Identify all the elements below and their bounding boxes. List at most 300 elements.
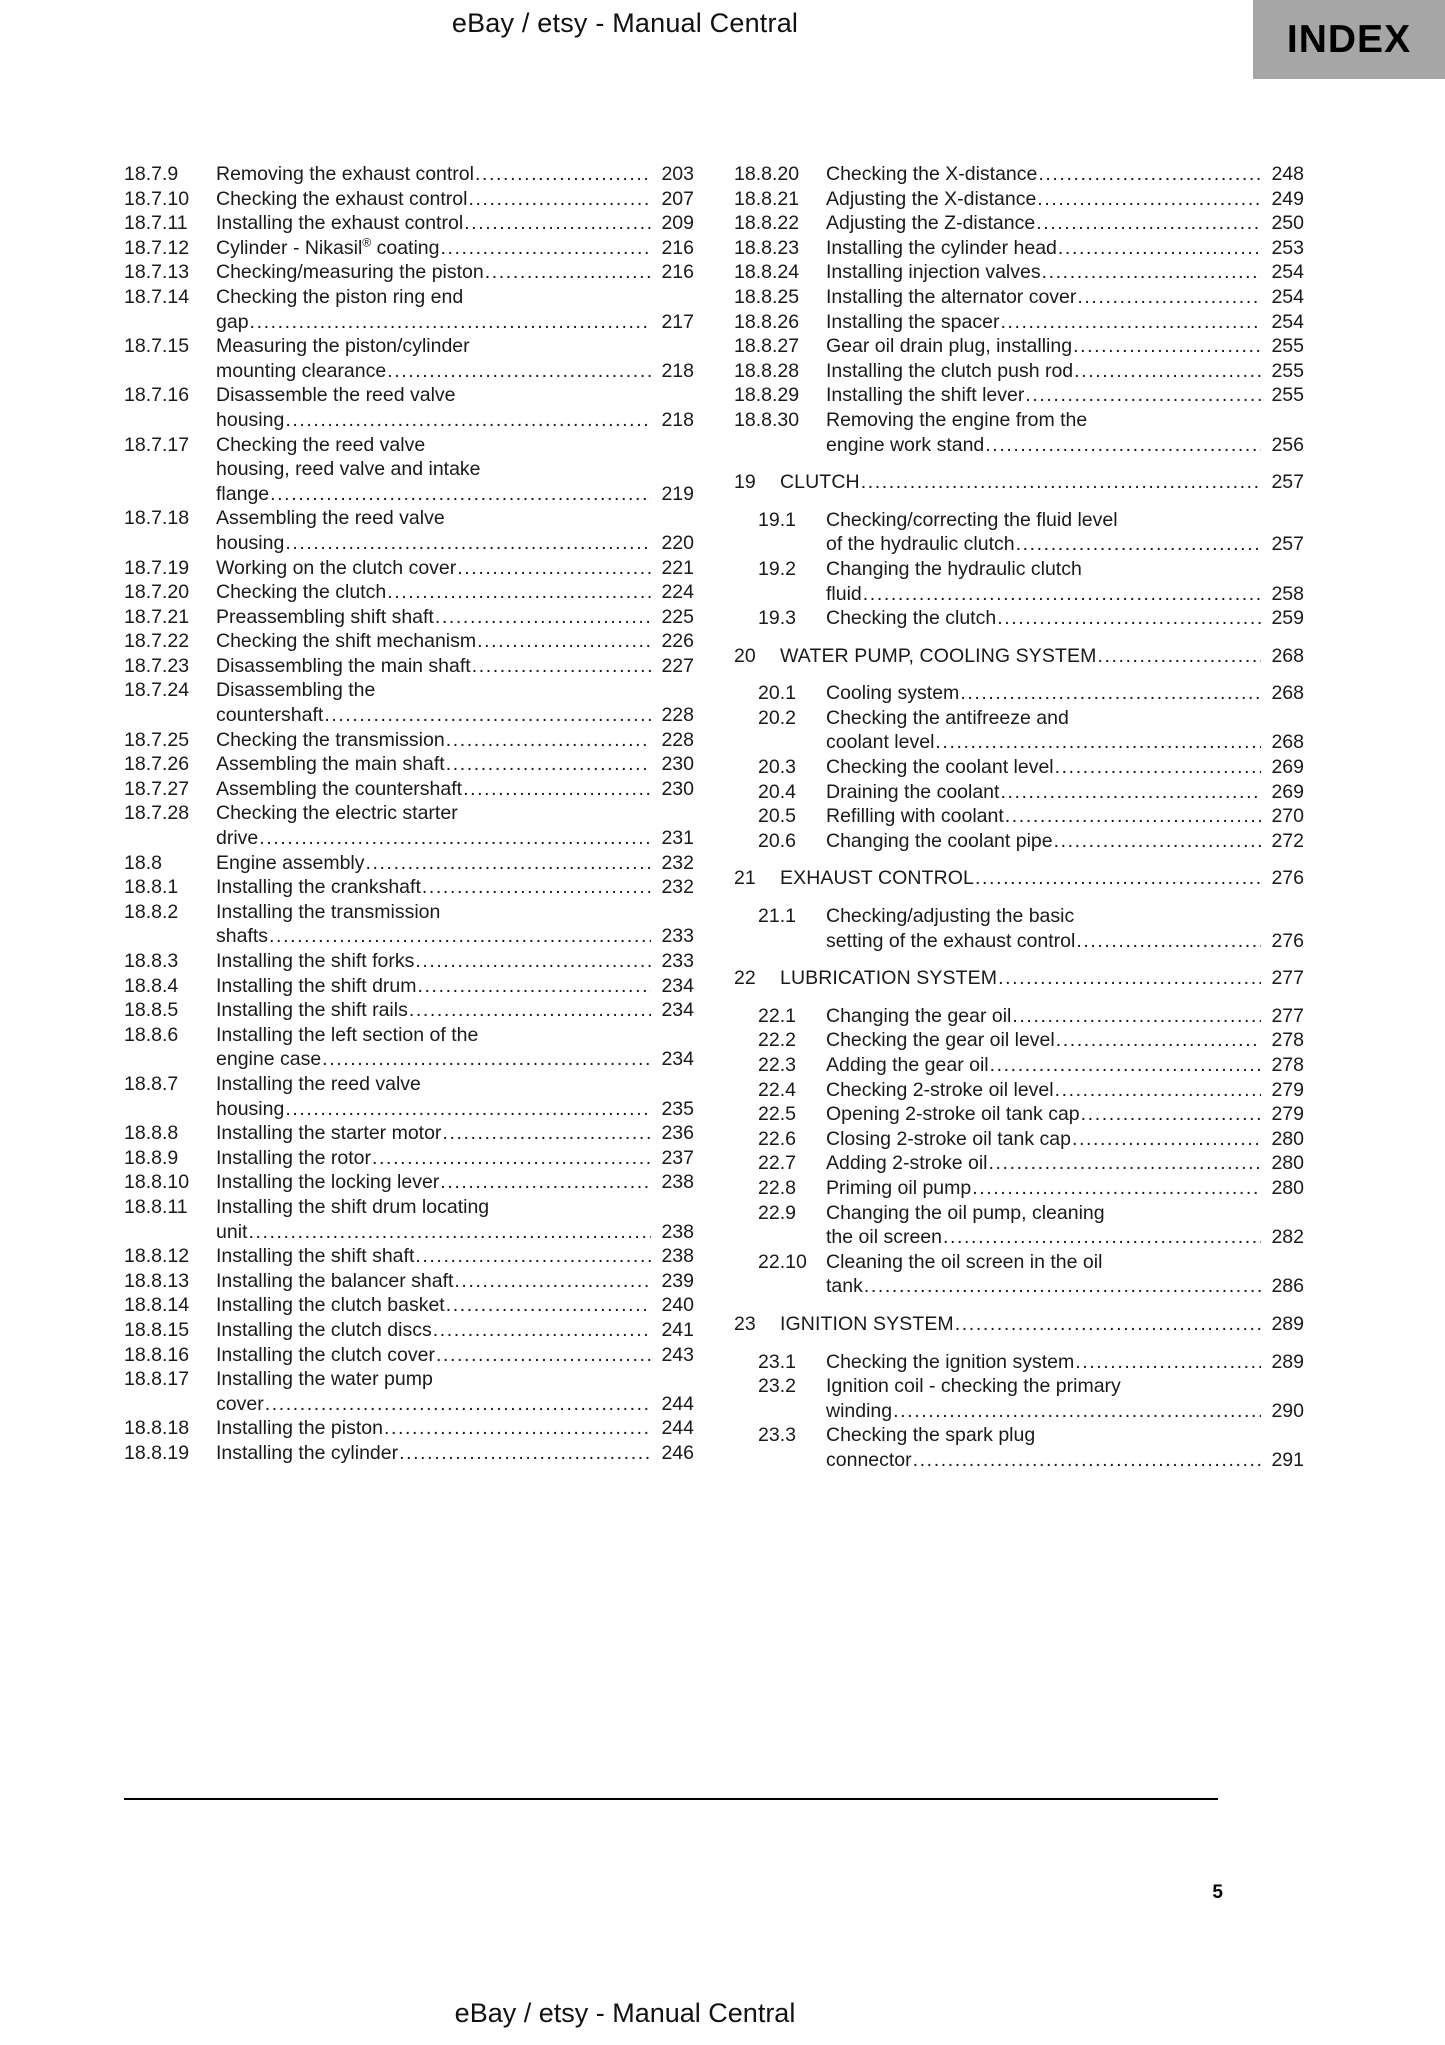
index-entry-page: 278 — [1271, 1029, 1304, 1052]
index-entry[interactable] — [124, 1072, 694, 1121]
index-entry-title: Installing the shift forks — [216, 950, 415, 972]
index-entry[interactable] — [734, 829, 1304, 854]
footer-watermark: eBay / etsy - Manual Central — [454, 1998, 796, 2028]
index-entry[interactable] — [124, 777, 694, 802]
index-entry-line — [216, 1244, 694, 1269]
leader-dots — [387, 359, 651, 384]
index-entry[interactable] — [734, 260, 1304, 285]
index-entry-title: Installing the clutch cover — [216, 1343, 435, 1366]
index-entry-body — [826, 1423, 1304, 1472]
index-entry-line — [826, 383, 1304, 408]
index-entry-number: 18.8.7 — [124, 1072, 179, 1095]
leader-dots — [265, 1392, 651, 1417]
index-entry-title: Installing the crankshaft — [216, 876, 421, 899]
index-entry-title: Installing the starter motor — [216, 1122, 442, 1145]
footer-divider — [124, 1798, 1218, 1800]
index-entry-body — [216, 187, 694, 212]
index-entry-body — [826, 1102, 1304, 1127]
index-entry-line — [216, 1023, 694, 1048]
index-entry-title: Checking/correcting the fluid level — [826, 508, 1118, 531]
index-entry-line — [216, 752, 694, 777]
index-entry[interactable] — [734, 1102, 1304, 1127]
index-entry-number: 18.7.22 — [124, 630, 190, 653]
index-entry[interactable] — [734, 1176, 1304, 1201]
index-entry[interactable] — [124, 1195, 694, 1244]
index-entry[interactable] — [734, 236, 1304, 261]
index-entry-title: engine case — [216, 1048, 322, 1071]
index-entry-page: 218 — [661, 359, 694, 382]
index-entry-title: Installing the shift shaft — [216, 1245, 415, 1268]
index-entry-body — [826, 706, 1304, 755]
leader-dots — [285, 408, 651, 433]
index-entry-body — [826, 1028, 1304, 1053]
index-entry-page: 220 — [661, 531, 694, 554]
index-entry-line — [216, 1195, 694, 1220]
index-entry-page: 240 — [661, 1294, 694, 1317]
leader-dots — [433, 1318, 651, 1343]
leader-dots — [1077, 285, 1261, 310]
index-entry-page: 217 — [661, 310, 694, 333]
index-entry[interactable] — [124, 1441, 694, 1466]
index-entry[interactable] — [124, 1244, 694, 1269]
index-entry-line — [780, 470, 1304, 495]
index-entry-number: 22.8 — [758, 1176, 796, 1199]
index-entry[interactable] — [734, 508, 1304, 557]
index-entry[interactable] — [734, 804, 1304, 829]
index-entry[interactable] — [124, 433, 694, 507]
index-entry-line — [826, 408, 1304, 433]
index-entry-number: 18.7.16 — [124, 384, 190, 407]
index-entry-line — [826, 1127, 1304, 1152]
index-entry[interactable] — [124, 236, 694, 261]
index-entry[interactable] — [734, 1350, 1304, 1375]
index-entry-title: Disassembling the main shaft — [216, 654, 471, 677]
index-entry[interactable] — [124, 1023, 694, 1072]
index-entry[interactable] — [124, 875, 694, 900]
index-entry[interactable] — [734, 866, 1304, 891]
index-entry-page: 216 — [661, 261, 694, 284]
index-entry[interactable] — [124, 949, 694, 974]
index-entry[interactable] — [734, 285, 1304, 310]
index-entry-line — [826, 606, 1304, 631]
index-entry-body — [826, 1374, 1304, 1423]
index-entry-number: 21 — [734, 867, 756, 890]
index-entry[interactable] — [124, 974, 694, 999]
index-entry-title: Gear oil drain plug, installing — [826, 335, 1073, 358]
index-entry[interactable] — [734, 1201, 1304, 1250]
index-entry-line — [826, 904, 1304, 929]
index-entry-body — [216, 1072, 694, 1121]
index-entry-page: 276 — [1271, 929, 1304, 952]
index-entry-page: 249 — [1271, 187, 1304, 210]
leader-dots — [457, 556, 651, 581]
index-entry-line — [216, 531, 694, 556]
index-column-right — [734, 162, 1304, 1473]
index-entry-body — [216, 260, 694, 285]
index-entry-line — [216, 924, 694, 949]
index-entry-number: 22.9 — [758, 1201, 796, 1224]
leader-dots — [975, 866, 1261, 891]
index-entry-line — [216, 236, 694, 261]
index-entry[interactable] — [124, 851, 694, 876]
index-entry[interactable] — [124, 728, 694, 753]
index-entry-page: 272 — [1271, 829, 1304, 852]
index-entry-page: 255 — [1271, 384, 1304, 407]
index-entry[interactable] — [124, 1318, 694, 1343]
index-entry[interactable] — [124, 654, 694, 679]
index-entry[interactable] — [734, 706, 1304, 755]
index-entry-line — [216, 556, 694, 581]
index-entry[interactable] — [734, 1312, 1304, 1337]
leader-dots — [1058, 236, 1261, 261]
index-entry-page: 231 — [661, 827, 694, 850]
index-entry-line — [826, 1053, 1304, 1078]
index-entry[interactable] — [734, 470, 1304, 495]
index-entry[interactable] — [734, 1127, 1304, 1152]
index-entry-number: 18.8.26 — [734, 310, 800, 333]
index-tab-label: INDEX — [1286, 17, 1412, 61]
index-entry[interactable] — [734, 1004, 1304, 1029]
index-entry-page: 269 — [1271, 756, 1304, 779]
index-entry-body — [216, 1170, 694, 1195]
index-entry[interactable] — [734, 966, 1304, 991]
index-entry-line — [216, 1072, 694, 1097]
index-entry-page: 207 — [661, 187, 694, 210]
index-entry[interactable] — [734, 780, 1304, 805]
index-entry-body — [216, 162, 694, 187]
index-entry-title: tank — [826, 1275, 863, 1298]
index-entry[interactable] — [124, 580, 694, 605]
index-entry[interactable] — [124, 383, 694, 432]
index-entry[interactable] — [734, 557, 1304, 606]
leader-dots — [472, 654, 651, 679]
index-entry-number: 22.3 — [758, 1054, 796, 1076]
index-entry-number: 18.8.18 — [124, 1417, 190, 1440]
index-entry-line — [826, 433, 1304, 458]
index-entry-title: Checking the shift mechanism — [216, 630, 477, 653]
index-entry-page: 232 — [661, 876, 694, 899]
index-entry-page: 254 — [1271, 310, 1304, 333]
index-entry-title: Cleaning the oil screen in the oil — [826, 1250, 1103, 1273]
index-entry-page: 228 — [661, 728, 694, 751]
page-number: 5 — [1212, 1882, 1223, 1903]
index-entry-page: 237 — [661, 1146, 694, 1169]
index-entry-body — [216, 875, 694, 900]
index-entry-line — [826, 532, 1304, 557]
index-entry-title: Installing the rotor — [216, 1146, 372, 1169]
index-entry-line — [826, 1274, 1304, 1299]
index-entry-line — [216, 1121, 694, 1146]
leader-dots — [446, 1293, 651, 1318]
index-entry-body — [216, 556, 694, 581]
leader-dots — [285, 531, 651, 556]
index-entry[interactable] — [124, 900, 694, 949]
leader-dots — [446, 728, 651, 753]
index-entry-number: 23 — [734, 1312, 756, 1335]
index-entry-body — [216, 1146, 694, 1171]
index-entry-body — [216, 1121, 694, 1146]
leader-dots — [1005, 804, 1261, 829]
leader-dots — [997, 606, 1261, 631]
index-entry-body — [216, 678, 694, 727]
index-entry[interactable] — [124, 998, 694, 1023]
index-entry-number: 18.7.15 — [124, 335, 190, 358]
index-entry-number: 18.8.9 — [124, 1146, 179, 1169]
index-entry[interactable] — [734, 310, 1304, 335]
index-entry-title: of the hydraulic clutch — [826, 533, 1015, 556]
index-entry-line — [216, 1220, 694, 1245]
index-content — [0, 162, 1445, 1473]
index-entry-title: shafts — [216, 925, 269, 948]
index-entry-line — [216, 1047, 694, 1072]
index-entry-line — [826, 804, 1304, 829]
index-entry-page: 270 — [1271, 805, 1304, 828]
index-entry-page: 286 — [1271, 1275, 1304, 1298]
leader-dots — [1056, 1028, 1261, 1053]
index-entry-page: 232 — [661, 851, 694, 874]
index-entry-title: Assembling the countershaft — [216, 777, 463, 800]
index-entry-line — [216, 359, 694, 384]
index-entry-number: 18.8.27 — [734, 335, 800, 358]
index-entry-title: Installing the cylinder head — [826, 236, 1057, 259]
index-entry-number: 18.7.13 — [124, 261, 190, 284]
index-entry-body — [216, 851, 694, 876]
index-entry[interactable] — [734, 681, 1304, 706]
index-entry[interactable] — [734, 211, 1304, 236]
index-entry-page: 256 — [1271, 433, 1304, 456]
index-entry[interactable] — [734, 334, 1304, 359]
index-entry[interactable] — [124, 285, 694, 334]
leader-dots — [270, 482, 651, 507]
index-entry-number: 18.7.21 — [124, 605, 190, 628]
index-entry[interactable] — [124, 334, 694, 383]
index-entry-page: 254 — [1271, 285, 1304, 308]
index-entry-line — [826, 1028, 1304, 1053]
index-entry-line — [216, 998, 694, 1023]
index-entry[interactable] — [124, 162, 694, 187]
index-entry-page: 234 — [661, 999, 694, 1022]
index-entry[interactable] — [734, 1374, 1304, 1423]
index-entry-title: Checking the coolant level — [826, 756, 1054, 779]
index-entry-number: 18.8.13 — [124, 1269, 190, 1292]
leader-dots — [943, 1225, 1261, 1250]
index-entry-body — [826, 508, 1304, 557]
index-entry-title: Disassembling the — [216, 679, 376, 702]
leader-dots — [415, 1244, 651, 1269]
index-entry-title: unit — [216, 1220, 248, 1243]
index-entry-page: 234 — [661, 1048, 694, 1071]
index-entry-number: 18.8.8 — [124, 1122, 179, 1145]
index-entry-body — [216, 1343, 694, 1368]
index-entry-number: 18.8.19 — [124, 1441, 190, 1464]
index-entry-number: 18.7.18 — [124, 507, 190, 530]
index-entry-body — [826, 1053, 1304, 1078]
index-entry-body — [826, 334, 1304, 359]
index-entry[interactable] — [734, 644, 1304, 669]
index-entry-line — [216, 605, 694, 630]
index-entry[interactable] — [734, 162, 1304, 187]
index-entry-line — [826, 1201, 1304, 1226]
index-entry[interactable] — [124, 1170, 694, 1195]
index-entry[interactable] — [734, 606, 1304, 631]
index-entry-title: fluid — [826, 582, 862, 605]
index-entry-title: Installing the cylinder — [216, 1441, 399, 1464]
index-entry-line — [826, 1250, 1304, 1275]
index-entry-page: 279 — [1271, 1103, 1304, 1126]
index-entry-title: EXHAUST CONTROL — [780, 867, 975, 890]
index-entry-page: 221 — [661, 556, 694, 579]
index-entry[interactable] — [124, 1146, 694, 1171]
index-entry-page: 277 — [1271, 1004, 1304, 1027]
index-entry[interactable] — [124, 629, 694, 654]
index-entry-page: 250 — [1271, 212, 1304, 235]
index-entry-number: 18.8.12 — [124, 1245, 190, 1268]
index-entry[interactable] — [734, 408, 1304, 457]
index-entry-body — [216, 777, 694, 802]
index-entry-page: 226 — [661, 630, 694, 653]
index-entry-number: 18.7.26 — [124, 753, 190, 776]
index-entry[interactable] — [124, 506, 694, 555]
index-entry-line — [216, 1097, 694, 1122]
index-entry-number: 18.8.29 — [734, 384, 800, 407]
index-entry-page: 289 — [1271, 1350, 1304, 1373]
index-entry[interactable] — [734, 904, 1304, 953]
index-entry[interactable] — [734, 1078, 1304, 1103]
index-entry-number: 18.7.17 — [124, 433, 190, 456]
leader-dots — [475, 162, 651, 187]
leader-dots — [324, 703, 651, 728]
index-entry-title: Checking/adjusting the basic — [826, 905, 1075, 928]
leader-dots — [990, 1053, 1261, 1078]
index-entry-page: 253 — [1271, 236, 1304, 259]
index-entry-body — [826, 1004, 1304, 1029]
index-entry-line — [826, 310, 1304, 335]
index-entry[interactable] — [734, 1053, 1304, 1078]
index-entry-number: 20.1 — [758, 682, 796, 705]
leader-dots — [250, 310, 651, 335]
index-tab — [1253, 0, 1445, 79]
index-entry[interactable] — [124, 605, 694, 630]
index-entry[interactable] — [124, 1293, 694, 1318]
index-entry-page: 258 — [1271, 582, 1304, 605]
index-entry[interactable] — [124, 678, 694, 727]
index-entry[interactable] — [124, 752, 694, 777]
index-entry-title: Installing the exhaust control — [216, 212, 464, 235]
index-entry[interactable] — [734, 755, 1304, 780]
leader-dots — [1042, 260, 1261, 285]
index-entry-page: 216 — [661, 236, 694, 259]
index-entry[interactable] — [734, 1028, 1304, 1053]
index-entry[interactable] — [124, 260, 694, 285]
index-entry-title: Draining the coolant — [826, 780, 1000, 803]
index-entry-line — [780, 1312, 1304, 1337]
index-entry[interactable] — [734, 1151, 1304, 1176]
leader-dots — [935, 730, 1261, 755]
index-entry-body — [826, 780, 1304, 805]
leader-dots — [972, 1176, 1261, 1201]
index-entry-number: 20.2 — [758, 706, 796, 729]
index-entry-line — [216, 949, 694, 974]
index-entry-line — [216, 482, 694, 507]
index-entry[interactable] — [124, 1416, 694, 1441]
index-entry-title: Installing injection valves — [826, 261, 1041, 284]
leader-dots — [1074, 359, 1261, 384]
index-entry-number: 20 — [734, 644, 756, 667]
index-entry-body — [826, 1127, 1304, 1152]
index-entry[interactable] — [734, 383, 1304, 408]
index-entry-body — [216, 1293, 694, 1318]
index-entry-number: 18.8.21 — [734, 187, 800, 210]
index-entry-number: 18.8.23 — [734, 236, 800, 259]
leader-dots — [1036, 211, 1261, 236]
index-entry-number: 18.8 — [124, 851, 162, 874]
leader-dots — [442, 1121, 651, 1146]
leader-dots — [418, 974, 651, 999]
index-entry-line — [826, 1399, 1304, 1424]
index-entry-page: 233 — [661, 950, 694, 972]
index-entry-line — [826, 582, 1304, 607]
index-entry-body — [826, 408, 1304, 457]
index-entry[interactable] — [124, 1269, 694, 1294]
index-entry[interactable] — [734, 1250, 1304, 1299]
index-entry[interactable] — [124, 211, 694, 236]
index-entry-body — [216, 900, 694, 949]
index-entry-line — [216, 260, 694, 285]
index-entry-number: 18.8.25 — [734, 285, 800, 308]
index-entry-title: Checking the exhaust control — [216, 187, 468, 210]
index-entry-title: Working on the clutch cover — [216, 556, 457, 579]
index-entry-body — [826, 285, 1304, 310]
index-entry[interactable] — [124, 801, 694, 850]
index-entry[interactable] — [124, 187, 694, 212]
index-entry-page: 239 — [661, 1269, 694, 1292]
index-entry-number: 18.8.10 — [124, 1171, 190, 1194]
index-entry-title: the oil screen — [826, 1226, 942, 1249]
index-entry-title: Checking the reed valve — [216, 433, 426, 456]
index-entry[interactable] — [734, 359, 1304, 384]
index-entry-title: IGNITION SYSTEM — [780, 1312, 954, 1335]
index-entry[interactable] — [124, 1343, 694, 1368]
leader-dots — [454, 1269, 651, 1294]
index-entry-page: 234 — [661, 974, 694, 997]
index-entry-line — [216, 383, 694, 408]
index-entry-number: 18.7.27 — [124, 777, 190, 800]
index-entry[interactable] — [124, 556, 694, 581]
index-entry-page: 268 — [1271, 644, 1304, 667]
index-entry-number: 18.8.11 — [124, 1195, 188, 1218]
index-entry-body — [826, 1201, 1304, 1250]
index-entry[interactable] — [734, 1423, 1304, 1472]
index-entry-line — [216, 777, 694, 802]
index-entry-number: 23.3 — [758, 1424, 796, 1447]
index-entry[interactable] — [124, 1367, 694, 1416]
index-entry[interactable] — [734, 187, 1304, 212]
index-entry-page: 230 — [661, 777, 694, 800]
leader-dots — [985, 433, 1261, 458]
index-entry-line — [216, 1392, 694, 1417]
index-entry-number: 18.8.6 — [124, 1023, 179, 1046]
index-entry-line — [826, 285, 1304, 310]
index-entry-title: housing — [216, 531, 285, 554]
leader-dots — [468, 187, 651, 212]
index-entry-number: 19 — [734, 471, 756, 494]
index-entry-body — [216, 801, 694, 850]
index-entry-body — [216, 383, 694, 432]
index-entry-line — [826, 1102, 1304, 1127]
index-entry-number: 20.4 — [758, 780, 796, 803]
index-entry-body — [216, 949, 694, 974]
index-entry[interactable] — [124, 1121, 694, 1146]
